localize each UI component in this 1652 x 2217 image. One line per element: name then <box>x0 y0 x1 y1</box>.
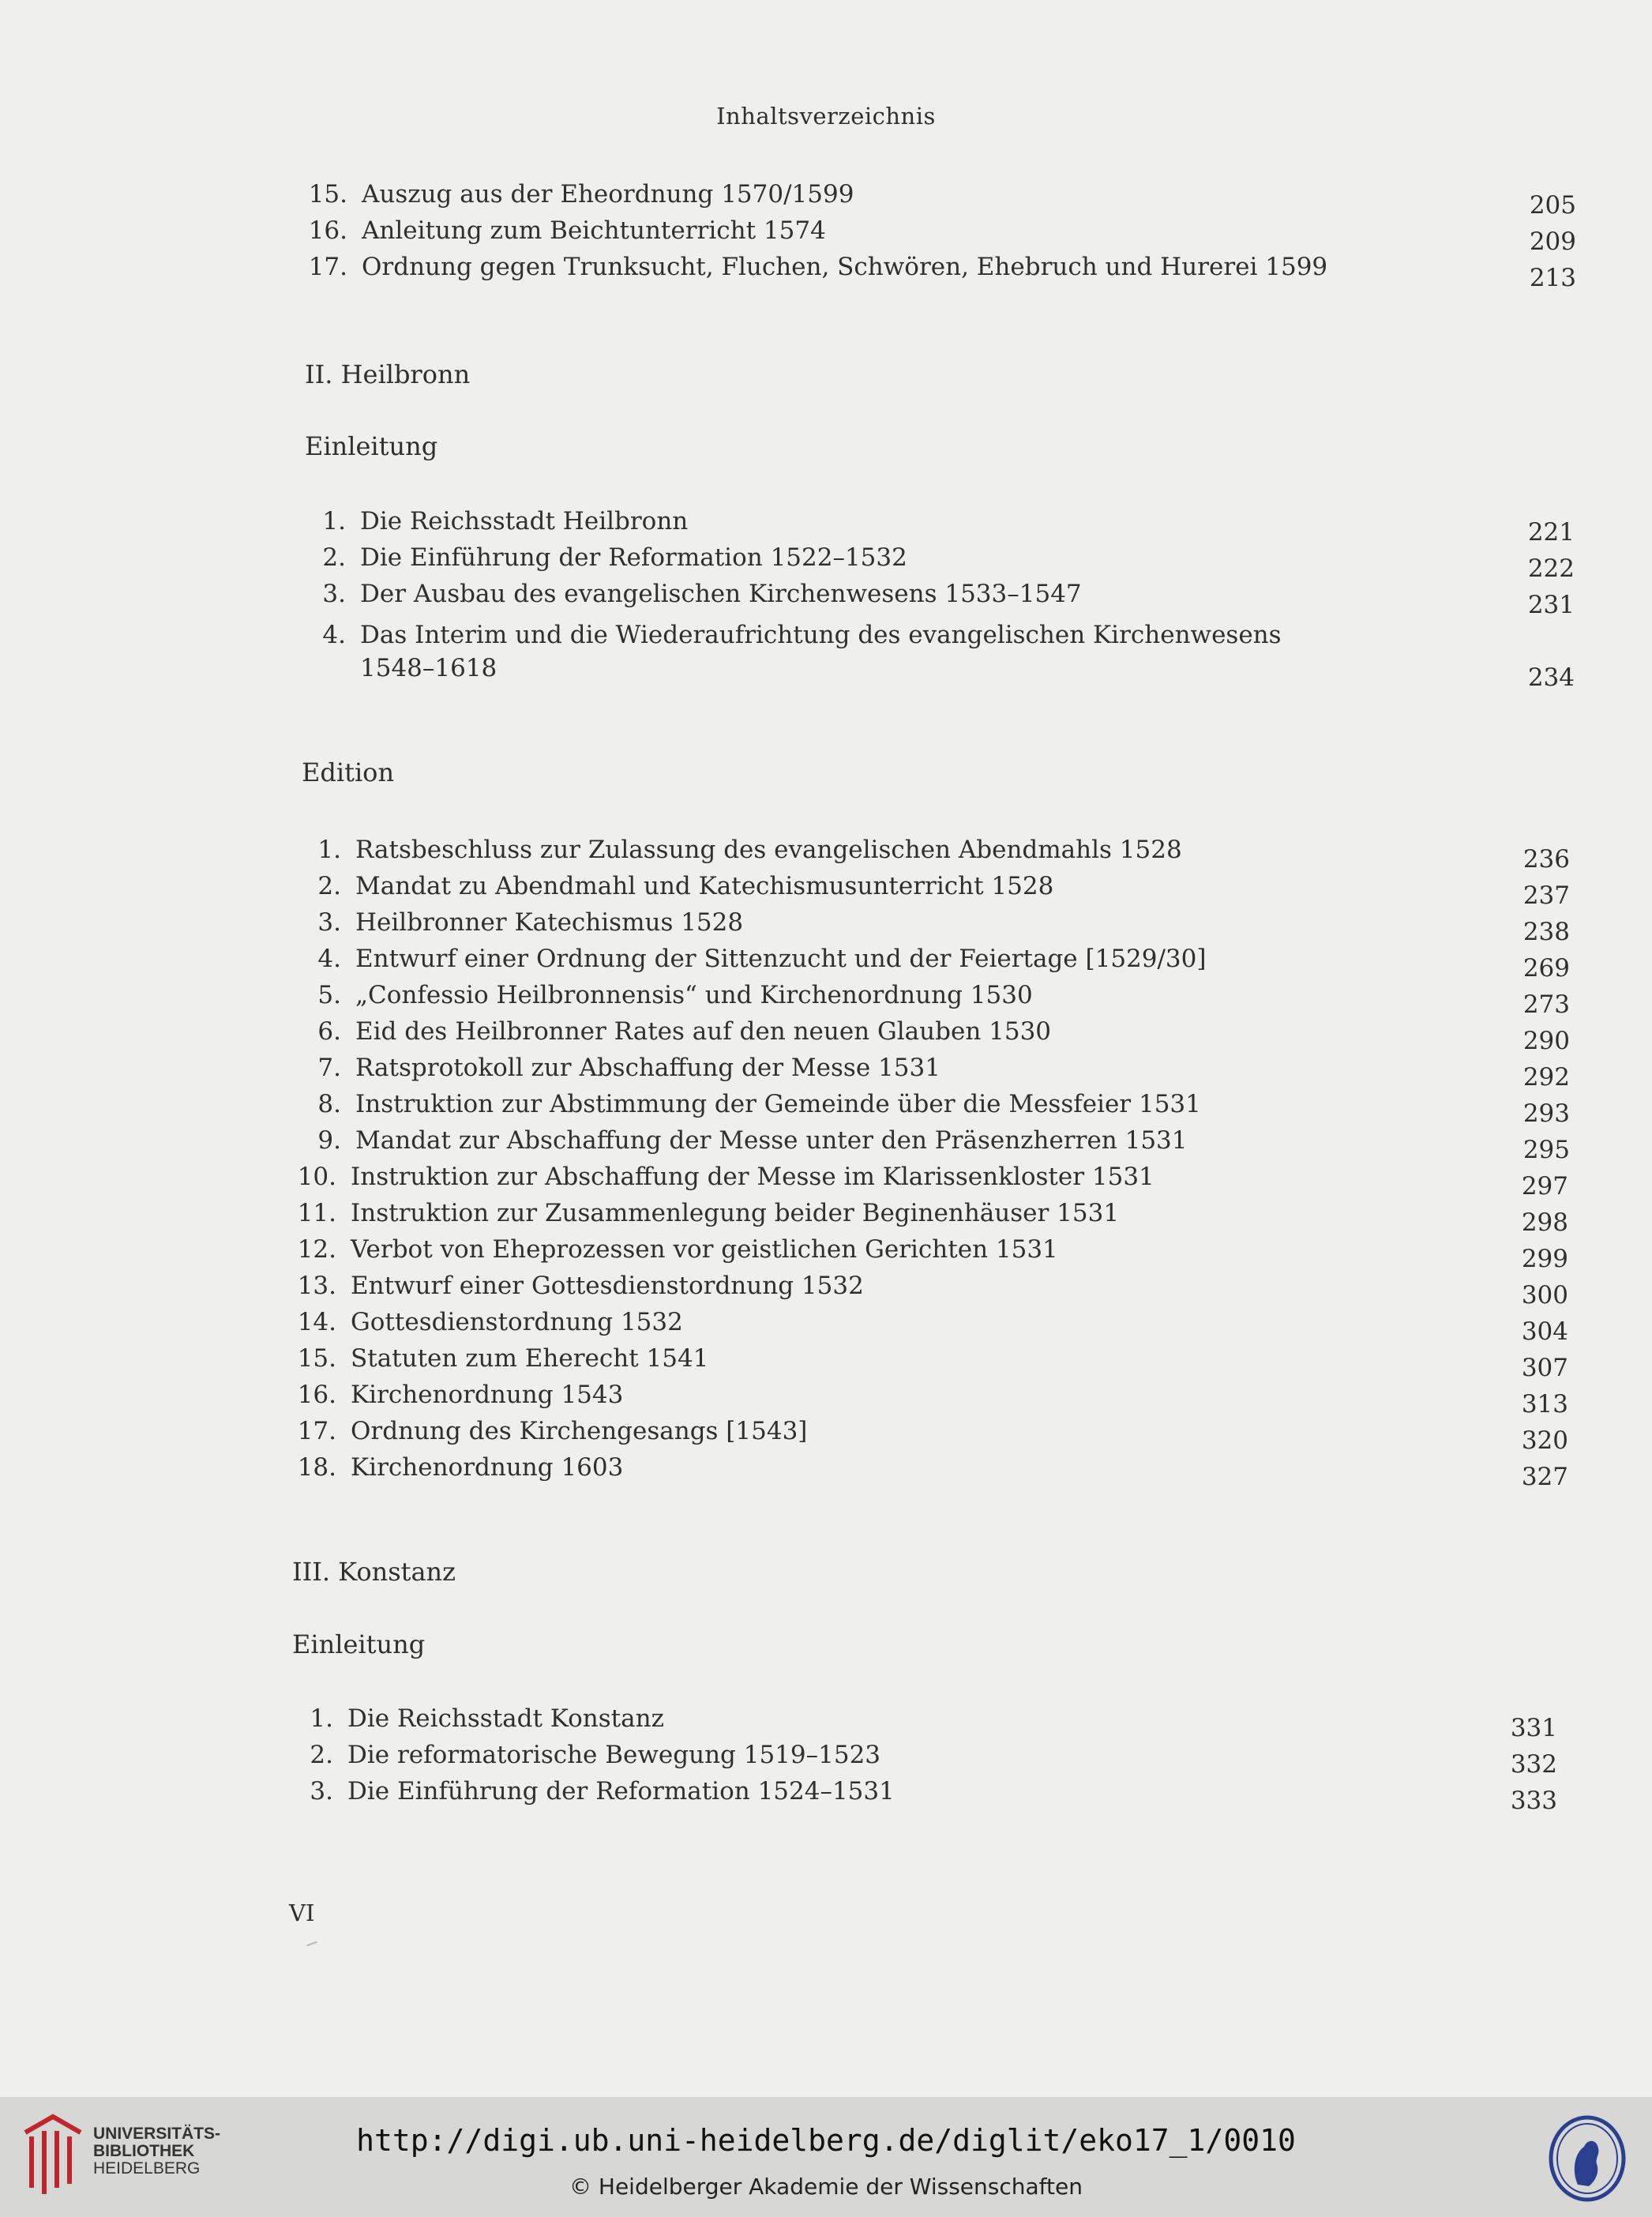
toc-page-number: 320 <box>1521 1426 1568 1455</box>
toc-page-number: 293 <box>1522 1099 1570 1128</box>
library-logo-text[interactable]: UNIVERSITÄTS- BIBLIOTHEK HEIDELBERG <box>93 2125 221 2178</box>
toc-page-number: 237 <box>1522 881 1570 910</box>
toc-entry: 10. Instruktion zur Abschaffung der Messe im Klarissenkloster 1531 <box>297 1163 1155 1191</box>
toc-entry: 5. „Confessio Heilbronnensis“ und Kirchenordnung 1530 <box>317 981 1033 1009</box>
toc-page-number: 297 <box>1521 1172 1568 1201</box>
toc-page-number: 209 <box>1529 227 1576 256</box>
toc-entry: 16. Kirchenordnung 1543 <box>297 1381 624 1409</box>
toc-entry: 13. Entwurf einer Gottesdienstordnung 1532 <box>297 1272 864 1300</box>
toc-page-number: 222 <box>1527 554 1575 583</box>
toc-entry: 9. Mandat zur Abschaffung der Messe unter den Präsenzherren 1531 <box>317 1126 1188 1155</box>
toc-entry: 3. Die Einführung der Reformation 1524–1531 <box>310 1777 895 1806</box>
toc-entry: 8. Instruktion zur Abstimmung der Gemeinde über die Messfeier 1531 <box>317 1090 1201 1118</box>
toc-entry: 1. Ratsbeschluss zur Zulassung des evangelischen Abendmahls 1528 <box>317 836 1182 864</box>
toc-page-number: 221 <box>1527 518 1575 547</box>
toc-page-number: 333 <box>1510 1787 1557 1815</box>
toc-page-number: 238 <box>1522 918 1570 946</box>
toc-entry: 11. Instruktion zur Zusammenlegung beider Beginenhäuser 1531 <box>297 1199 1120 1227</box>
toc-page-number: 290 <box>1522 1027 1570 1055</box>
toc-page-number: 231 <box>1527 591 1575 619</box>
toc-entry: 6. Eid des Heilbronner Rates auf den neuen Glauben 1530 <box>317 1017 1052 1046</box>
subsection-heading: Einleitung <box>305 431 438 461</box>
toc-entry: 1. Die Reichsstadt Heilbronn <box>322 507 689 535</box>
toc-page-number: 234 <box>1527 663 1575 692</box>
toc-entry: 17. Ordnung des Kirchengesangs [1543] <box>297 1417 808 1445</box>
toc-entry: 2. Die Einführung der Reformation 1522–1532 <box>322 543 907 572</box>
toc-page-number: 304 <box>1521 1317 1568 1346</box>
toc-page-number: 332 <box>1510 1750 1557 1779</box>
toc-entry: 3. Der Ausbau des evangelischen Kirchenwesens 1533–1547 <box>322 580 1082 608</box>
toc-page-number: 269 <box>1522 954 1570 983</box>
copyright-notice: © Heidelberger Akademie der Wissenschaften <box>569 2174 1083 2200</box>
toc-page-number: 313 <box>1521 1390 1568 1419</box>
toc-page-number: 327 <box>1521 1463 1568 1491</box>
running-header: Inhaltsverzeichnis <box>716 103 936 130</box>
academy-seal-icon[interactable] <box>1548 2115 1627 2202</box>
toc-entry: 16. Anleitung zum Beichtunterricht 1574 <box>308 216 826 245</box>
section-heading: III. Konstanz <box>292 1557 456 1587</box>
subsection-heading: Edition <box>302 757 395 787</box>
toc-entry: 7. Ratsprotokoll zur Abschaffung der Messe 1531 <box>317 1054 941 1082</box>
toc-entry: 15. Auszug aus der Eheordnung 1570/1599 <box>308 180 854 209</box>
toc-page-number: 331 <box>1510 1714 1557 1742</box>
page-mark <box>306 1941 317 1947</box>
page-folio: VI <box>289 1899 315 1926</box>
toc-entry: 2. Mandat zu Abendmahl und Katechismusunterricht 1528 <box>317 872 1054 900</box>
toc-page-number: 295 <box>1522 1136 1570 1164</box>
toc-entry: 3. Heilbronner Katechismus 1528 <box>317 908 744 937</box>
toc-entry: 2. Die reformatorische Bewegung 1519–1523 <box>310 1741 881 1769</box>
toc-entry: 15. Statuten zum Eherecht 1541 <box>297 1344 709 1373</box>
toc-page-number: 213 <box>1529 264 1576 292</box>
toc-page-number: 300 <box>1521 1281 1568 1310</box>
toc-entry: 4. Das Interim und die Wiederaufrichtung des evangelischen Kirchenwesens 1548–1618 <box>322 621 1282 682</box>
section-heading: II. Heilbronn <box>305 359 471 389</box>
toc-page-number: 205 <box>1529 191 1576 220</box>
toc-page-number: 298 <box>1521 1208 1568 1237</box>
toc-entry: 14. Gottesdienstordnung 1532 <box>297 1308 683 1336</box>
toc-page-number: 236 <box>1522 845 1570 874</box>
toc-entry: 18. Kirchenordnung 1603 <box>297 1453 624 1482</box>
toc-entry: 4. Entwurf einer Ordnung der Sittenzucht und der Feiertage [1529/30] <box>317 945 1207 973</box>
toc-page-number: 299 <box>1521 1245 1568 1273</box>
toc-entry: 17. Ordnung gegen Trunksucht, Fluchen, Schwören, Ehebruch und Hurerei 1599 <box>308 253 1328 281</box>
permalink-url[interactable]: http://digi.ub.uni-heidelberg.de/diglit/eko17_1/0010 <box>356 2123 1296 2158</box>
toc-page-number: 307 <box>1521 1354 1568 1382</box>
toc-entry: 1. Die Reichsstadt Konstanz <box>310 1704 664 1733</box>
toc-page-number: 292 <box>1522 1063 1570 1092</box>
toc-entry: 12. Verbot von Eheprozessen vor geistlichen Gerichten 1531 <box>297 1235 1058 1264</box>
subsection-heading: Einleitung <box>292 1629 426 1659</box>
toc-page-number: 273 <box>1522 990 1570 1019</box>
